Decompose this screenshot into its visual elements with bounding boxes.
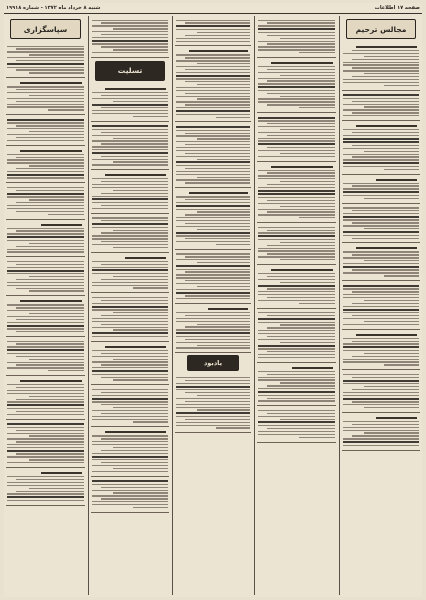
notice [6,376,85,420]
banner-majales-tarhim: مجالس ترحیم [346,19,416,39]
notice [175,46,251,122]
notice [257,309,336,363]
newspaper-page [4,3,422,597]
notice [91,16,169,58]
notice [342,204,420,244]
header-page-label: صفحه ۱۷ اطلاعات [374,5,420,11]
notice [91,477,169,513]
notice [6,257,85,296]
notice [6,468,85,506]
banner-yadbood: یادبود [187,355,239,371]
notice [175,188,251,250]
column-2 [254,16,338,595]
notice [91,427,169,476]
notice [257,113,336,161]
banner-tasliat: تسلیت [95,61,165,81]
notice [6,296,85,337]
notice [91,84,169,122]
notice [257,363,336,407]
notice [6,220,85,258]
notice [257,58,336,113]
notice [6,183,85,219]
notice [257,162,336,224]
notice [91,293,169,341]
notice [342,42,420,91]
notice [6,78,85,115]
notice [6,420,85,468]
banner-sepasgozari: سپاسگزاری [10,19,81,39]
notice [342,175,420,204]
column-3 [172,16,253,595]
notice [257,223,336,265]
notice [257,16,336,58]
column-5 [4,16,87,595]
notice [342,370,420,413]
notice [175,250,251,304]
notice [6,146,85,184]
notice [342,330,420,371]
notice [175,304,251,353]
notice [342,281,420,329]
notice [6,337,85,376]
column-1 [339,16,422,595]
notice [91,170,169,214]
notice [6,42,85,78]
notice [175,373,251,433]
notice [6,115,85,145]
notice [91,253,169,294]
notice [91,342,169,386]
header-date-issue: شنبه ۸ خرداد ماه ۱۳۷۲ - شماره ۱۹۹۱۸ [6,5,101,11]
notice [257,406,336,442]
notice [175,16,251,46]
notice [342,243,420,281]
notice [342,413,420,451]
notice [342,121,420,175]
page-header [4,3,422,14]
notice [342,91,420,121]
notice [257,265,336,309]
column-4 [88,16,171,595]
notice [91,214,169,253]
notice [91,385,169,427]
notice [175,122,251,188]
notice [91,122,169,170]
